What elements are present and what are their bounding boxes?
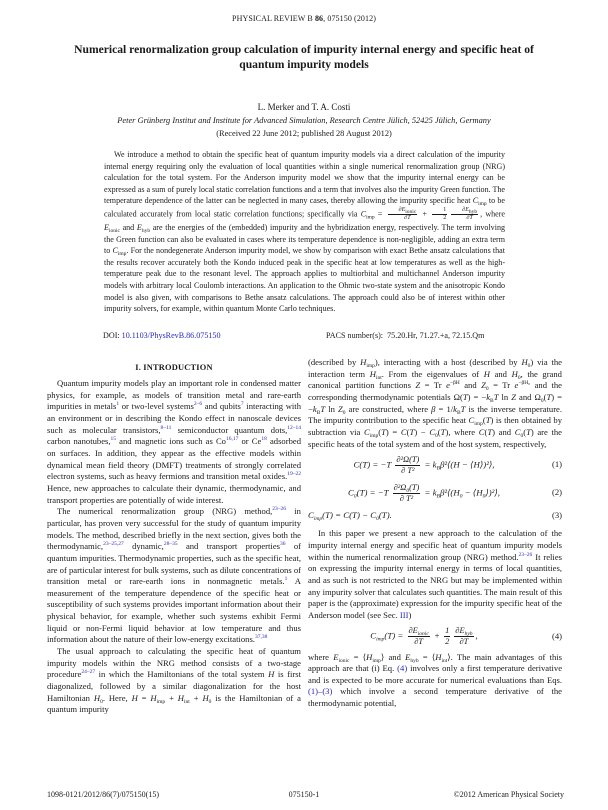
paragraph: The numerical renormalization group (NRG) method,$^{23-26}$ in particular, has proven very successful for the study of quantum impurity models. The method, described briefly in the next section, gives both the thermodynamic,$^{23-25,27}$ dynamic,$^{28-35}$ and transport properties$^{36}$ of quantum impurities. Thermodynamic properties, such as the specific heat, are of particular interest for bulk systems, such as dilute concentrations of transition metal or rare-earth ions in nonmagnetic metals.$^1$ A measurement of the temperature dependence of the specific heat or susceptibility of such systems provides important information about their physical behavior, for example, whether such systems exhibit Fermi liquid or non-Fermi liquid behavior at low temperature and thus information about the nature of their low-energy excitations.$^{37,38}$ bbox=[47, 506, 302, 645]
running-head bbox=[0, 14, 608, 23]
citation[interactable]: 19–22 bbox=[287, 471, 301, 478]
equation-2: $C_0(T) = -T$ $\frac{\partial^2\Omega_0(T)}{\text{∂ T²}}$ = $k_B\beta^2⟨(H_0$ − $⟨H_0⟩)^2⟩$, (2) bbox=[348, 482, 562, 503]
volume: 86 bbox=[314, 14, 324, 23]
paper-title: Numerical renormalization group calculation of impurity internal energy and specific heat of quantum impurity models bbox=[74, 43, 534, 71]
citation[interactable]: 1 bbox=[284, 576, 288, 583]
abstract-text: . For the nondegenerate Anderson impurity model, we show by comparison with exact Bethe ansatz calculations that the results recover accurately both the Kondo induced peak in the specific heat at low temperatures as well as the high-temperature peak due to the resonant level. The approach applies to multiorbital and multichannel Anderson impurity models with arbitrary local Coulomb interactions. An application to the Ohmic two-state system and the anisotropic Kondo model is also given, with comparisons to Bethe ansatz calculations. The approach could also be of interest within other impurity solvers, for example, within quantum Monte Carlo techniques. bbox=[104, 246, 505, 314]
paragraph: The usual approach to calculating the specific heat of quantum impurity models within the NRG method consists of a two-stage procedure$^{24-27}$ in which the Hamiltonians of the total system H is first diagonalized, followed by a similar diagonalization for the host Hamiltonian $H_0$. Here, $H = H_{imp} + H_{int} + H_0$ is the Hamiltonian of a quantum impurity bbox=[47, 646, 301, 715]
equation-1: C(T) = −T $\frac{\text{∂²Ω(T)}}{\text{∂ T²}}$ = $k_B\beta^2⟨(H$ − ⟨H⟩)²⟩, (1) bbox=[353, 454, 562, 475]
citation[interactable]: 15 bbox=[110, 436, 117, 443]
right-column bbox=[308, 357, 562, 710]
citation[interactable]: 18 bbox=[261, 436, 267, 443]
abstract-text: are the energies of the (embedded) impurity and the hybridization energy, respectively. The term involving the Green function can also be evaluated in cases where its temperature dependence is non-negligible, adding an extra term to bbox=[104, 222, 505, 256]
citation[interactable]: 28–35 bbox=[163, 541, 178, 548]
citation[interactable]: 16,17 bbox=[225, 436, 239, 443]
paragraph: Quantum impurity models play an important role in condensed matter physics, for example, as models of transition metal and rare-earth impurities in metals$^1$ or two-level systems$^{2-6}$ and qubits$^7$ interacting with an environment or in describing the Kondo effect in nanoscale devices such as molecular transistors,$^{8-11}$ semiconductor quantum dots,$^{12-14}$ carbon nanotubes,$^{15}$ and magnetic ions such as Co$^{16,17}$ or Ce$^{18}$ adsorbed on surfaces. In addition, they appear as the effective models within dynamical mean field theory (DMFT) treatments of strongly correlated electron systems, such as heavy fermions and transition metal oxides.$^{19-22}$ Hence, new approaches to calculate their dynamic, thermodynamic, and transport properties are potentially of wide interest. bbox=[47, 378, 301, 505]
doi bbox=[103, 331, 221, 340]
journal-name: PHYSICAL REVIEW B bbox=[232, 14, 313, 23]
section-heading-introduction: I. INTRODUCTION bbox=[135, 363, 213, 372]
citation[interactable]: 12–14 bbox=[287, 424, 301, 431]
pacs-value: 75.20.Hr, 71.27.+a, 72.15.Qm bbox=[387, 331, 485, 340]
citation[interactable]: 2–6 bbox=[193, 401, 203, 408]
equation-number: (1) bbox=[551, 459, 562, 470]
footer-issn: 1098-0121/2012/86(7)/075150(15) bbox=[47, 790, 159, 799]
section-link[interactable]: III bbox=[399, 609, 409, 620]
equation-3: $C_{imp}(T) = C(T) - C_0(T)$. (3) bbox=[308, 510, 562, 523]
citation[interactable]: 23–26 bbox=[518, 551, 533, 558]
received-dates: (Received 22 June 2012; published 28 August 2012) bbox=[216, 129, 392, 138]
equation-number: (4) bbox=[551, 630, 562, 641]
abstract-text: We introduce a method to obtain the specific heat of quantum impurity models via a direct calculation of the impurity internal energy requiring only the evaluation of local quantities within a single numerical renormalization group (NRG) calculation for the total system. For the Anderson impurity model we show that the impurity internal energy can be expressed as a sum of purely local static correlation functions and a term that involves also the impurity Green function. The temperature dependence of the latter can be neglected in many cases, thereby allowing the impurity specific heat bbox=[104, 150, 505, 206]
abstract: We introduce a method to obtain the specific heat of quantum impurity models via a direct calculation of the impurity internal energy requiring only the evaluation of local quantities within a single numerical renormalization group (NRG) calculation for the total system. For the Anderson impurity model we show that the impurity internal energy can be expressed as a sum of purely local static correlation functions and a term that involves also the impurity Green function. The temperature dependence of the latter can be neglected in many cases, thereby allowing the impurity specific heat $C_{imp}$ to be calculated accurately from local static correlation functions; specifically via $C_{imp}$ = $\frac{\partial E_{ionic}}{\partial T}$ + $\frac{1}{2}$ $\frac{\partial E_{hyb}}{\partial T}$ , where $E_{ionic}$ and $E_{hyb}$ are the energies of the (embedded) impurity and the hybridization energy, respectively. The term involving the Green function can also be evaluated in cases where its temperature dependence is non-negligible, adding an extra term to $C_{imp}$. For the nondegenerate Anderson impurity model, we show by comparison with exact Bethe ansatz calculations that the results recover accurately both the Kondo induced peak in the specific heat at low temperatures as well as the high-temperature peak due to the resonant level. The approach applies to multiorbital and multichannel Anderson impurity models with arbitrary local Coulomb interactions. An application to the Ohmic two-state system and the anisotropic Kondo model is also given, with comparisons to Bethe ansatz calculations. The approach could also be of interest within other impurity solvers, for example, within quantum Monte Carlo techniques. bbox=[104, 150, 506, 314]
pacs-label: PACS number(s): bbox=[326, 331, 384, 340]
citation[interactable]: 23–25,27 bbox=[103, 541, 124, 548]
footer-copyright: ©2012 American Physical Society bbox=[453, 790, 564, 799]
equation-4: $C_{imp}(T)$ = $\frac{\partial E_{ionic}}{\partial T}$ + $\frac{1}{2}$ $\frac{\partial E_{hyb}}{\partial T}$ , (4) bbox=[370, 626, 562, 646]
citation[interactable]: 8–11 bbox=[160, 424, 172, 431]
equation-number: (3) bbox=[551, 510, 562, 521]
paragraph: In this paper we present a new approach to the calculation of the impurity internal energy and specific heat of quantum impurity models within the numerical renormalization group (NRG) method.$^{23-26}$ It relies on expressing the impurity internal energy in terms of local quantities, and as such is not restricted to the NRG but may be implemented within any impurity solver that calculates such quantities. The main result of this paper is the (approximate) expression for the impurity specific heat of the Anderson model (see Sec. III) bbox=[308, 528, 562, 620]
abstract-text: to be calculated accurately from local static correlation functions; specifically via bbox=[104, 196, 505, 219]
equation-link[interactable]: (4) bbox=[397, 663, 408, 674]
pacs-numbers bbox=[326, 331, 484, 340]
doi-link[interactable]: 10.1103/PhysRevB.86.075150 bbox=[121, 331, 221, 340]
abstract-text: and bbox=[119, 222, 137, 232]
citation[interactable]: 24–27 bbox=[81, 669, 96, 676]
article-year: , 075150 (2012) bbox=[323, 14, 376, 23]
citation[interactable]: 37,38 bbox=[254, 634, 268, 641]
citation[interactable]: 1 bbox=[116, 401, 120, 408]
citation[interactable]: 23–26 bbox=[272, 506, 287, 513]
authors: L. Merker and T. A. Costi bbox=[257, 102, 351, 112]
equation-link[interactable]: (1)–(3) bbox=[308, 686, 333, 697]
paragraph: (described by $H_{imp}$), interacting with a host (described by $H_0$) via the interaction term $H_{int}$. From the eigenvalues of H and $H_0$, the grand canonical partition functions Z = Tr $e^{-\beta H}$ and $Z_0 = Tr$ $e^{-\beta H_0}$ and the corresponding thermodynamic potentials $\Omega(T) = -k_BT$ ln Z and $\Omega_0(T) = -k_BT$ $\ln Z_0$ are constructed, where $\beta = 1/k_BT$ is the inverse temperature. The impurity contribution to the specific heat $C_{imp}(T)$ is then obtained by subtraction via $C_{imp}(T) = C(T) - C_0(T)$, where C(T) and $C_0(T)$ are the specific heats of the total system and of the host system, respectively, bbox=[308, 357, 563, 449]
paragraph: where $E_{ionic}$ = $⟨H_{imp}⟩$ and $E_{hyb}$ = $⟨H_{int}⟩$. The main advantages of this approach are that (i) Eq. (4) involves only a first temperature derivative and is expected to be more accurate for numerical evaluations than Eqs. (1)–(3) which involve a second temperature derivative of the thermodynamic potential, bbox=[308, 651, 563, 709]
citation[interactable]: 7 bbox=[240, 401, 244, 408]
equation-number: (2) bbox=[551, 487, 562, 498]
left-column bbox=[47, 378, 301, 716]
footer-page-number: 075150-1 bbox=[288, 790, 320, 799]
affiliation: Peter Grünberg Institut and Institute for Advanced Simulation, Research Centre Jülich, 52425 Jülich, Germany bbox=[117, 116, 491, 125]
doi-label: DOI: bbox=[103, 331, 120, 340]
citation[interactable]: 36 bbox=[279, 541, 286, 548]
abstract-text: , where bbox=[480, 209, 506, 219]
